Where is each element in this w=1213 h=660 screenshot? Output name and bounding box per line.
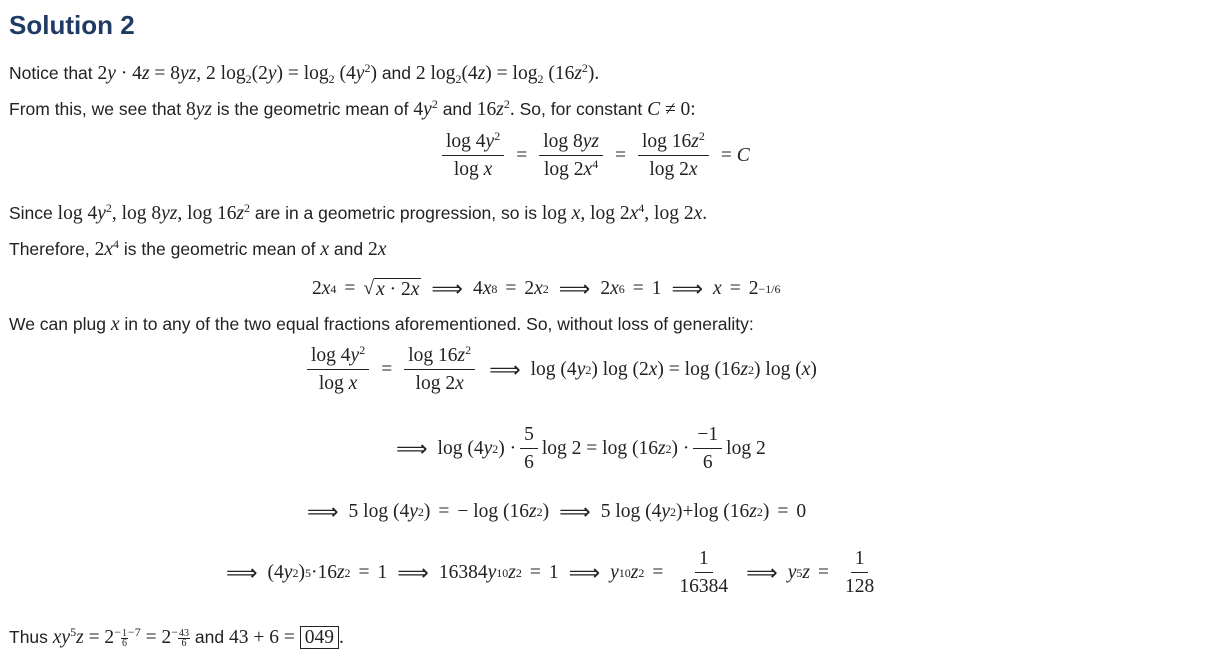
solution-heading: Solution 2 [9, 10, 135, 40]
text-line-therefore: Therefore, $2x^4$ is the geometric mean of x and 2x [9, 237, 387, 260]
final-answer-box: 049 [300, 626, 339, 649]
text-line-progression: Since $\log 4y^2$, log 8yz, $\log 16z^2$ are in a geometric progression, so is log x, $\log 2x^4$, log 2x. [9, 201, 708, 224]
text-line-conclusion: Thus $xy^5z = 2^{- \frac{1}{6} -7} = 2^{- \frac{43}{6}}$ and 43 + 6 = 049 . [9, 625, 344, 649]
equation-final-product: ⟹ (4 y 2 ) 5 ·16 z 2 = 1 ⟹ 16384 y 10 z 2 = 1 ⟹ y 10 z 2 = $\frac{1}{16384}$ ⟹ y 5 z = $\frac{1}{128}$ [226, 548, 875, 597]
text-line-geometric-mean: From this, we see that 8yz is the geometric mean of $4y^2$ and $16z^2$. So, for constant C ≠ 0: [9, 97, 696, 120]
math-inline: 2 $\log_2(4z) = \log_2 (16z^2)$. [415, 61, 600, 86]
equation-cross-multiply: $\frac{\log 4y^2}{\text{log x}}$ = $\frac{\log 16z^2}{\log 2x}$ ⟹ log (4 y 2 ) log (2 x ) = log (16 z 2 ) log ( x ) [303, 345, 817, 395]
math-inline: 2y · 4z = 8yz, 2 $\log_2(2y) = \log_2 (4y^2)$ [97, 61, 377, 86]
equation-linear-logs: ⟹ 5 log (4 y 2 ) = − log (16 z 2 ) ⟹ 5 log (4 y 2 )+log (16 z 2 ) = 0 [307, 499, 807, 524]
equation-substitute: ⟹ log (4 y 2 ) · $\frac{5}{6}$ log 2 = log (16 z 2 ) · $\frac{-1}{6}$ log 2 [396, 424, 766, 473]
text-line-notice: Notice that 2y · 4z = 8yz, 2 $\log_2(2y) = \log_2 (4y^2)$ and 2 $\log_2(4z) = \log_2 (16z^2)$. [9, 61, 600, 86]
text-line-plug: We can plug x in to any of the two equal fractions aforementioned. So, without loss of generality: [9, 314, 754, 335]
equation-solve-x: 2 x 4 = √ x · 2x ⟹ 4 x 8 = 2 x 2 ⟹ 2 x 6 = 1 ⟹ x = 2 −1/6 [312, 276, 781, 301]
equation-ratio-constant: $\frac{\log 4y^2}{\text{log x}}$ = $\frac{\log 8yz}{\log 2x^4}$ = $\frac{\log 16z^2}{\log 2x}$ = C [438, 131, 758, 181]
